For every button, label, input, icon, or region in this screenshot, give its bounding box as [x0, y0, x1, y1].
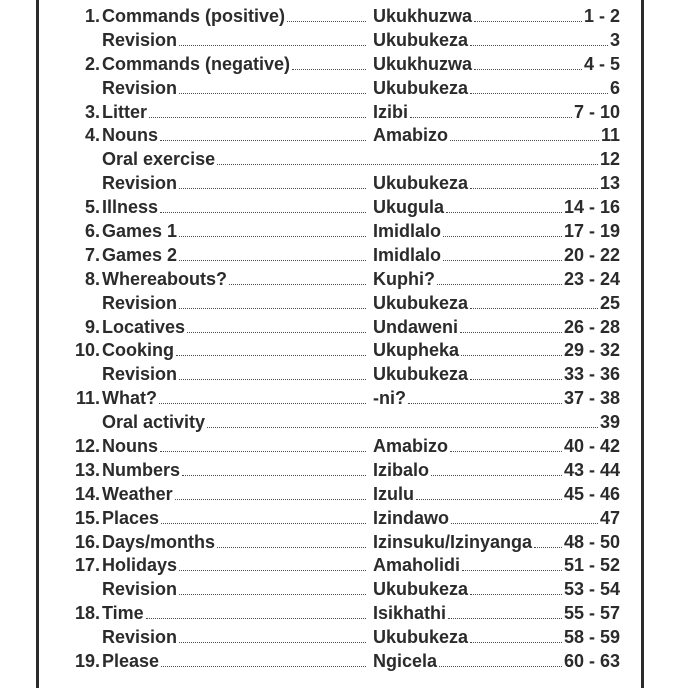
zulu-title-text: Ngicela [373, 651, 438, 672]
dot-leader [470, 578, 562, 595]
english-title [102, 268, 368, 290]
dot-leader [460, 316, 562, 333]
zulu-title [373, 53, 620, 75]
dot-leader [179, 554, 366, 571]
page-range: 43 - 44 [563, 459, 620, 480]
dot-leader [448, 602, 562, 619]
zulu-title [373, 77, 620, 99]
english-title [102, 148, 620, 170]
page-range: 33 - 36 [563, 364, 620, 385]
page-range: 11 [600, 125, 620, 146]
zulu-title [373, 244, 620, 266]
english-title [102, 483, 368, 505]
dot-leader [182, 459, 366, 476]
zulu-title [373, 268, 620, 290]
page-range: 23 - 24 [563, 268, 620, 289]
english-title-text: Time [102, 603, 144, 624]
english-title [102, 196, 368, 218]
page-range: 40 - 42 [563, 436, 620, 457]
chapter-number: 17. [74, 555, 100, 576]
zulu-title-text: Izindawo [373, 507, 449, 528]
page-range: 58 - 59 [563, 627, 620, 648]
zulu-title-text: Izibi [373, 101, 408, 122]
dot-leader [179, 244, 366, 261]
dot-leader [474, 5, 582, 22]
zulu-title [373, 626, 620, 648]
dot-leader [437, 268, 562, 285]
zulu-title-text: Ukubukeza [373, 579, 469, 600]
dot-leader [443, 244, 562, 261]
chapter-number: 18. [74, 603, 100, 624]
dot-leader [287, 5, 366, 22]
english-title-text: Games 2 [102, 244, 178, 265]
dot-leader [410, 101, 572, 118]
english-title-text: Please [102, 651, 160, 672]
chapter-number: 15. [74, 507, 100, 528]
zulu-title-text: Izulu [373, 483, 414, 504]
zulu-title [373, 124, 620, 146]
zulu-title-text: Imidlalo [373, 244, 442, 265]
zulu-title-text: Ukubukeza [373, 627, 469, 648]
chapter-number: 8. [84, 268, 100, 289]
english-title [102, 411, 620, 433]
english-title-text: Revision [102, 173, 178, 194]
english-title-text: Locatives [102, 316, 186, 337]
dot-leader [470, 292, 598, 309]
english-title [102, 316, 368, 338]
page-range: 37 - 38 [563, 388, 620, 409]
toc-entry[interactable] [60, 578, 620, 602]
page-range: 60 - 63 [563, 651, 620, 672]
zulu-title-text: Isikhathi [373, 603, 447, 624]
zulu-title [373, 507, 620, 529]
english-title [102, 387, 368, 409]
dot-leader [179, 29, 366, 46]
english-title-text: Nouns [102, 125, 158, 146]
dot-leader [187, 316, 366, 333]
english-title-text: Days/months [102, 531, 216, 552]
zulu-title [373, 101, 620, 123]
dot-leader [161, 650, 366, 667]
english-title [102, 53, 368, 75]
english-title [102, 29, 368, 51]
english-title-text: What? [102, 388, 157, 409]
chapter-number: 13. [74, 459, 100, 480]
dot-leader [461, 339, 562, 356]
zulu-title [373, 459, 620, 481]
dot-leader [292, 53, 366, 70]
toc-entry[interactable] [60, 220, 620, 244]
toc-entry[interactable] [60, 316, 620, 340]
zulu-title [373, 316, 620, 338]
dot-leader [431, 459, 562, 476]
dot-leader [160, 435, 366, 452]
zulu-title-text: Ukupheka [373, 340, 460, 361]
dot-leader [149, 101, 366, 118]
dot-leader [179, 292, 366, 309]
page-range: 14 - 16 [563, 197, 620, 218]
zulu-title [373, 29, 620, 51]
english-title [102, 578, 368, 600]
dot-leader [439, 650, 562, 667]
toc-entry[interactable] [60, 435, 620, 459]
english-title [102, 554, 368, 576]
page-range: 45 - 46 [563, 483, 620, 504]
zulu-title-text: Ukubukeza [373, 77, 469, 98]
english-title [102, 5, 368, 27]
toc-entry[interactable] [60, 77, 620, 101]
english-title [102, 220, 368, 242]
english-title [102, 459, 368, 481]
english-title [102, 339, 368, 361]
table-of-contents [60, 5, 620, 674]
zulu-title-text: Undaweni [373, 316, 459, 337]
english-title [102, 507, 368, 529]
dot-leader [160, 124, 366, 141]
zulu-title-text: Ukukhuzwa [373, 6, 473, 26]
english-title-text: Revision [102, 29, 178, 50]
dot-leader [462, 554, 562, 571]
dot-leader [451, 507, 598, 524]
zulu-title-text: Amaholidi [373, 555, 461, 576]
zulu-title [373, 650, 620, 672]
zulu-title [373, 196, 620, 218]
toc-entry[interactable] [60, 507, 620, 531]
zulu-title-text: Ukubukeza [373, 29, 469, 50]
dot-leader [179, 626, 366, 643]
chapter-number: 3. [84, 101, 100, 122]
toc-entry[interactable] [60, 554, 620, 578]
toc-entry[interactable] [60, 339, 620, 363]
dot-leader [217, 531, 366, 548]
english-title [102, 650, 368, 672]
dot-leader [179, 578, 366, 595]
dot-leader [161, 507, 366, 524]
dot-leader [474, 53, 582, 70]
english-title-text: Holidays [102, 555, 178, 576]
zulu-title-text: Kuphi? [373, 268, 435, 289]
english-title [102, 77, 368, 99]
dot-leader [175, 483, 366, 500]
zulu-title [373, 387, 620, 409]
toc-entry[interactable] [60, 196, 620, 220]
zulu-title [373, 363, 620, 385]
english-title-text: Illness [102, 197, 159, 218]
dot-leader [179, 172, 366, 189]
english-title-text: Revision [102, 579, 178, 600]
english-title-text: Weather [102, 483, 173, 504]
page-range: 48 - 50 [563, 531, 620, 552]
zulu-title [373, 172, 620, 194]
toc-entry[interactable] [60, 602, 620, 626]
zulu-title [373, 602, 620, 624]
chapter-number: 16. [74, 531, 100, 552]
page-range: 7 - 10 [573, 101, 620, 122]
toc-entry[interactable] [60, 172, 620, 196]
page-range: 26 - 28 [563, 316, 620, 337]
english-title [102, 292, 368, 314]
english-title [102, 172, 368, 194]
english-title-text: Oral activity [102, 412, 206, 433]
page-range: 13 [599, 173, 620, 194]
page-range: 1 - 2 [583, 6, 620, 26]
english-title-text: Revision [102, 292, 178, 313]
toc-entry[interactable] [60, 101, 620, 125]
zulu-title-text: Imidlalo [373, 221, 442, 242]
dot-leader [470, 626, 562, 643]
page-range: 39 [599, 412, 620, 433]
english-title-text: Whereabouts? [102, 268, 228, 289]
page-range: 20 - 22 [563, 244, 620, 265]
dot-leader [179, 363, 366, 380]
toc-entry[interactable] [60, 29, 620, 53]
english-title [102, 124, 368, 146]
dot-leader [450, 124, 599, 141]
chapter-number: 9. [84, 316, 100, 337]
zulu-title [373, 339, 620, 361]
chapter-number: 11. [75, 388, 100, 409]
chapter-number: 1. [84, 6, 100, 26]
dot-leader [470, 29, 608, 46]
chapter-number: 6. [84, 221, 100, 242]
chapter-number: 5. [84, 197, 100, 218]
dot-leader [534, 531, 562, 548]
english-title [102, 244, 368, 266]
english-title-text: Places [102, 507, 160, 528]
toc-entry[interactable] [60, 459, 620, 483]
dot-leader [176, 339, 366, 356]
dot-leader [217, 148, 598, 165]
dot-leader [146, 602, 366, 619]
chapter-number: 4. [84, 125, 100, 146]
toc-entry[interactable] [60, 124, 620, 148]
dot-leader [207, 411, 598, 428]
page-range: 12 [599, 149, 620, 170]
toc-entry[interactable] [60, 363, 620, 387]
chapter-number: 12. [74, 436, 100, 457]
zulu-title-text: Izinsuku/Izinyanga [373, 531, 533, 552]
zulu-title-text: Ukubukeza [373, 364, 469, 385]
english-title-text: Commands (positive) [102, 6, 286, 26]
page-range: 25 [599, 292, 620, 313]
dot-leader [470, 363, 562, 380]
dot-leader [470, 172, 598, 189]
english-title-text: Numbers [102, 459, 181, 480]
page-range: 55 - 57 [563, 603, 620, 624]
english-title [102, 531, 368, 553]
zulu-title-text: -ni? [373, 388, 406, 409]
chapter-number: 19. [74, 651, 100, 672]
zulu-title-text: Ukubukeza [373, 173, 469, 194]
page-range: 6 [609, 77, 620, 98]
dot-leader [229, 268, 366, 285]
page-range: 53 - 54 [563, 579, 620, 600]
english-title-text: Revision [102, 627, 178, 648]
zulu-title [373, 554, 620, 576]
zulu-title [373, 531, 620, 553]
toc-entry[interactable] [60, 292, 620, 316]
zulu-title-text: Amabizo [373, 436, 449, 457]
toc-entry[interactable] [60, 483, 620, 507]
zulu-title-text: Ukubukeza [373, 292, 469, 313]
zulu-title [373, 5, 620, 27]
dot-leader [416, 483, 562, 500]
english-title-text: Revision [102, 77, 178, 98]
zulu-title [373, 435, 620, 457]
zulu-title [373, 578, 620, 600]
page-range: 4 - 5 [583, 53, 620, 74]
dot-leader [443, 220, 562, 237]
english-title [102, 626, 368, 648]
page-range: 47 [599, 507, 620, 528]
english-title [102, 435, 368, 457]
dot-leader [179, 77, 366, 94]
zulu-title-text: Ukugula [373, 197, 445, 218]
toc-entry[interactable] [60, 387, 620, 411]
dot-leader [159, 387, 366, 404]
english-title-text: Litter [102, 101, 147, 122]
english-title-text: Cooking [102, 340, 174, 361]
toc-entry[interactable] [60, 531, 620, 555]
zulu-title-text: Ukukhuzwa [373, 53, 473, 74]
dot-leader [446, 196, 562, 213]
chapter-number: 14. [74, 483, 100, 504]
english-title [102, 602, 368, 624]
chapter-number: 10. [74, 340, 100, 361]
page-range: 17 - 19 [563, 221, 620, 242]
toc-entry[interactable] [60, 650, 620, 674]
toc-entry[interactable] [60, 53, 620, 77]
page-range: 51 - 52 [563, 555, 620, 576]
english-title [102, 363, 368, 385]
toc-entry[interactable] [60, 5, 620, 29]
english-title-text: Revision [102, 364, 178, 385]
english-title-text: Games 1 [102, 221, 178, 242]
toc-entry[interactable] [60, 626, 620, 650]
zulu-title [373, 220, 620, 242]
zulu-title-text: Izibalo [373, 459, 430, 480]
dot-leader [179, 220, 366, 237]
dot-leader [470, 77, 608, 94]
zulu-title [373, 292, 620, 314]
dot-leader [160, 196, 366, 213]
english-title-text: Oral exercise [102, 149, 216, 170]
dot-leader [450, 435, 562, 452]
page-range: 3 [609, 29, 620, 50]
zulu-title-text: Amabizo [373, 125, 449, 146]
toc-entry[interactable] [60, 244, 620, 268]
zulu-title [373, 483, 620, 505]
english-title-text: Commands (negative) [102, 53, 291, 74]
english-title [102, 101, 368, 123]
chapter-number: 7. [84, 244, 100, 265]
page-range: 29 - 32 [563, 340, 620, 361]
chapter-number: 2. [84, 53, 100, 74]
english-title-text: Nouns [102, 436, 158, 457]
toc-entry[interactable] [60, 411, 620, 435]
toc-entry[interactable] [60, 268, 620, 292]
toc-entry[interactable] [60, 148, 620, 172]
dot-leader [408, 387, 562, 404]
